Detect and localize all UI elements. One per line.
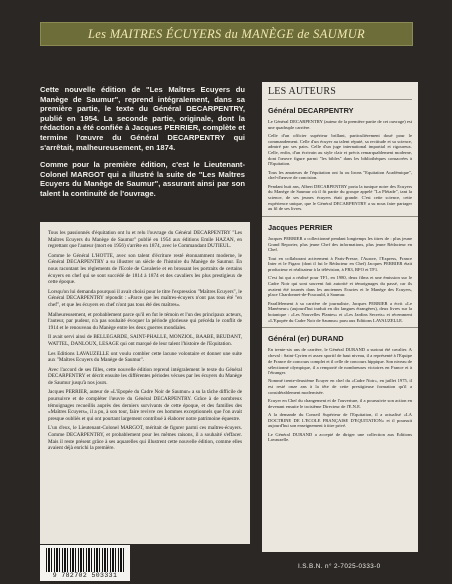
bio-paragraph: Pendant huit ans, Albert DECARPENTRY porta la tunique noire des Ecuyers du Manège de Saumur où il fit partie du groupe appelé "La Pléiade", tant la science, de ses jeunes écuyers était grande. C'est cette science, cette expérience unique, que le Général DECARPENTRY a su nous faire partager au fil de ses livres. [268,183,412,212]
divider [262,327,418,328]
summary-panel [40,222,250,544]
bio-paragraph: Celle d'un officier supérieur brillant, particulièrement doué pour le commandement. Celle d'un écuyer au talent réputé, sa rectitude et sa science, admiré par ses pairs. Celle d'un juge international impartial et rigoureux. Celle, enfin, d'un écrivain au style clair et précis remarquablement moderne, dont l'œuvre figure parmi "les bibles" dans les bibliothèques consacrées à l'Equitation. [268,132,412,167]
intro-paragraph: Comme pour la première édition, c'est le Lieutenant-Colonel MARGOT qui a illustré la suite de "Les Maîtres Ecuyers du Manège de Saumur", assurant ainsi par son talent la continuité de l'ouvrage. [40,160,245,198]
isbn-number: I.S.B.N. n° 2-7025-0333-0 [298,563,381,570]
bio-paragraph: Jacques PERRIER a collectionné pendant longtemps les titres de : plus jeune Grand Reporter, plus jeune Chef des informations, plus jeune Rédacteur en Chef. [268,236,412,253]
summary-paragraph: Malheureusement, et probablement parce qu'il en fut le témoin et l'un des principaux acteurs, l'auteur, par pudeur, n'a pas souhaité évoquer la période glorieuse qui précéda le conflit de 1914 et le renouveau du Manège entre les deux guerres mondiales. [48,311,242,331]
title-banner [40,22,413,46]
author-bio [268,347,412,443]
bio-paragraph: Nommé trente-deuxième Ecuyer en chef du «Cadre Noir», en juillet 1975, il est resté onze ans à la tête de cette prestigieuse formation qu'il a considérablement modernisée. [268,378,412,395]
bio-paragraph: Le Général DECARPENTRY (auteur de la première partie de cet ouvrage) est une quadruple carrière. [268,119,412,130]
bio-paragraph: En trente-six ans de carrière, le Général DURAND a surtout été cavalier. A cheval : Saint-Cyrien et assez sportif de haut niveau, il a représenté à l'Equipe de France de concours complet et il celle de concours hippique. Son niveau de sélectionné olympique, il a remporté de nombreuses victoires en France et à l'étranger. [268,347,412,376]
bio-paragraph: A la demande du Conseil Supérieur de l'Equitation, il a actualisé «LA DOCTRINE DE L'ECOLE FRANÇAISE D'EQUITATION» et il poursuit aujourd'hui son enseignement à titre privé. [268,411,412,429]
summary-paragraph: Comme le Général L'HOTTE, avec son talent d'écriture resté étonnamment moderne, le Général DECARPENTRY a su illustrer un siècle de l'histoire du Manège de Saumur. En nous racontant les règlements de l'Ecole de Cavalerie et en brossant les portraits de certains écuyers en chef qui se sont succédé de 1814 à 1874 et des cavaliers les plus prestigieux de cette époque. [48,252,242,286]
author-name: Général DECARPENTRY [268,106,354,115]
author-bio [268,119,412,212]
intro-text [40,85,245,207]
summary-paragraph: Il avait servi ainsi de BELLEGARDE, SAINT-PHALLE, MONZIOL, BAABE, BEUDANT, WATTEL, DANLOUX, LESAGE qui ont marqué de leur talent l'histoire de l'Equitation. [48,334,242,347]
summary-paragraph: Jacques PERRIER, auteur de «L'Epopée du Cadre Noir de Saumur» a su la tâche difficile de poursuivre et de compléter l'œuvre du Général DECARPENTRY. Grâce à de nombreux témoignages recueillis auprès des derniers survivants de cette époque, et des familles des «Maîtres Ecuyers», il a pu, à son tour, faire revivre ces hommes exceptionnels que l'on avait presque oubliés et qui ont pourtant largement contribué à élaborer notre patrimoine équestre. [48,389,242,422]
barcode-number: 9 782702 503331 [52,572,118,579]
authors-heading: LES AUTEURS [268,86,412,100]
author-name: Général (er) DURAND [268,334,344,344]
summary-text [40,222,250,452]
bio-paragraph: Le Général DURAND a accepté de diriger une collection aux Editions Lavauzelle. [268,431,412,443]
bio-paragraph: C'est lui qui a réalisé pour TF1, en 1980, deux films et une émission sur le Cadre Noir qui sont souvent fait autorité et témoignages du passé, car ils avaient été tournés dans les anciennes Ecuries et le Manège des Ecuyers, place Chardonnet-de-Foucauld, à Saumur. [268,275,412,298]
summary-paragraph: Avec l'accord de ses filles, cette nouvelle édition reprend intégralement le texte du Général DECARPENTRY et décrit ensuite les différentes périodes vécues par les écuyers du Manège de Saumur jusqu'à nos jours. [48,366,242,386]
authors-panel [262,82,418,552]
book-title: Les MAITRES ÉCUYERS du MANÈGE de SAUMUR [88,27,365,41]
barcode [40,545,130,581]
barcode-bars [46,548,124,572]
divider [262,216,418,217]
summary-paragraph: Lorsqu'on lui demanda pourquoi il avait choisi pour le titre l'expression "Maîtres Ecuyers", le Général DECARPENTRY répondit : «Parce que les maîtres-écuyers n'ont pas tous été "en chef", et que les écuyers en chef n'ont pas tous été des maîtres». [48,288,242,308]
author-bio [268,236,412,323]
bio-paragraph: Ecuyer en Chef du changement et de l'ouverture, il a poursuivie son action en devenant ensuite le troisième Directeur de l'E.N.E. [268,398,412,409]
summary-paragraph: L'un d'eux, le Lieutenant-Colonel MARGOT, méritait de figurer parmi ces maîtres-écuyers. Comme DECARPENTRY, et probablement pour les mêmes raisons, il a souhaité s'effacer. Mais il reste présent grâce à ses aquarelles qui illustrent cette nouvelle édition, comme elles avaient déjà enrichi la première. [48,425,242,452]
bio-paragraph: Tous les amateurs de l'équitation ont lu ou lirons "Equitation Académique", chef-d'œuvre de concision. [268,169,412,181]
bio-paragraph: Tout en collaborant activement à Paris-Presse, l'Aurore, l'Express, France Inter et le Figaro (dont il fut le Rédacteur en Chef) Jacques PERRIER était producteur et réalisateur à la télévision, à FR3, RFO et TF1. [268,255,412,273]
author-name: Jacques PERRIER [268,223,333,233]
intro-paragraph: Cette nouvelle édition de "Les Maîtres Ecuyers du Manège de Saumur", reprend intégralement, dans sa première partie, le texte du Général DECARPENTRY, publié en 1954. La seconde partie, originale, dont la rédaction a été confiée à Jacques PERRIER, complète et termine l'œuvre du Général DECARPENTRY qui s'arrêtait, malheureusement, en 1874. [40,85,245,152]
summary-paragraph: Les Editions LAVAUZELLE ont voulu combler cette lacune volontaire et donner une suite aux "Maîtres Ecuyers du Manège de Saumur". [48,350,242,364]
summary-paragraph: Tous les passionnés d'équitation ont lu et relu l'ouvrage du Général DECARPENTRY "Les Maîtres Ecuyers du Manège de Saumur" publié en 1954 aux éditions Emile HAZAN, en regrettant que l'auteur (mort en 1956) s'arrête en 1874, avec le Commandant DUTIEUL. [48,230,242,250]
bio-paragraph: Parallèlement à sa carrière de journaliste, Jacques PERRIER a écrit «Le Manèneur» (aujourd'hui traduit en dix langues étrangères), deux livres sur la botanique : «Les Nouvelles Plantes» et «Les Jardins Secrets» et récemment «L'Epopée du Cadre Noir de Saumur» paru aux Editions LAVAUZELLE. [268,300,412,323]
